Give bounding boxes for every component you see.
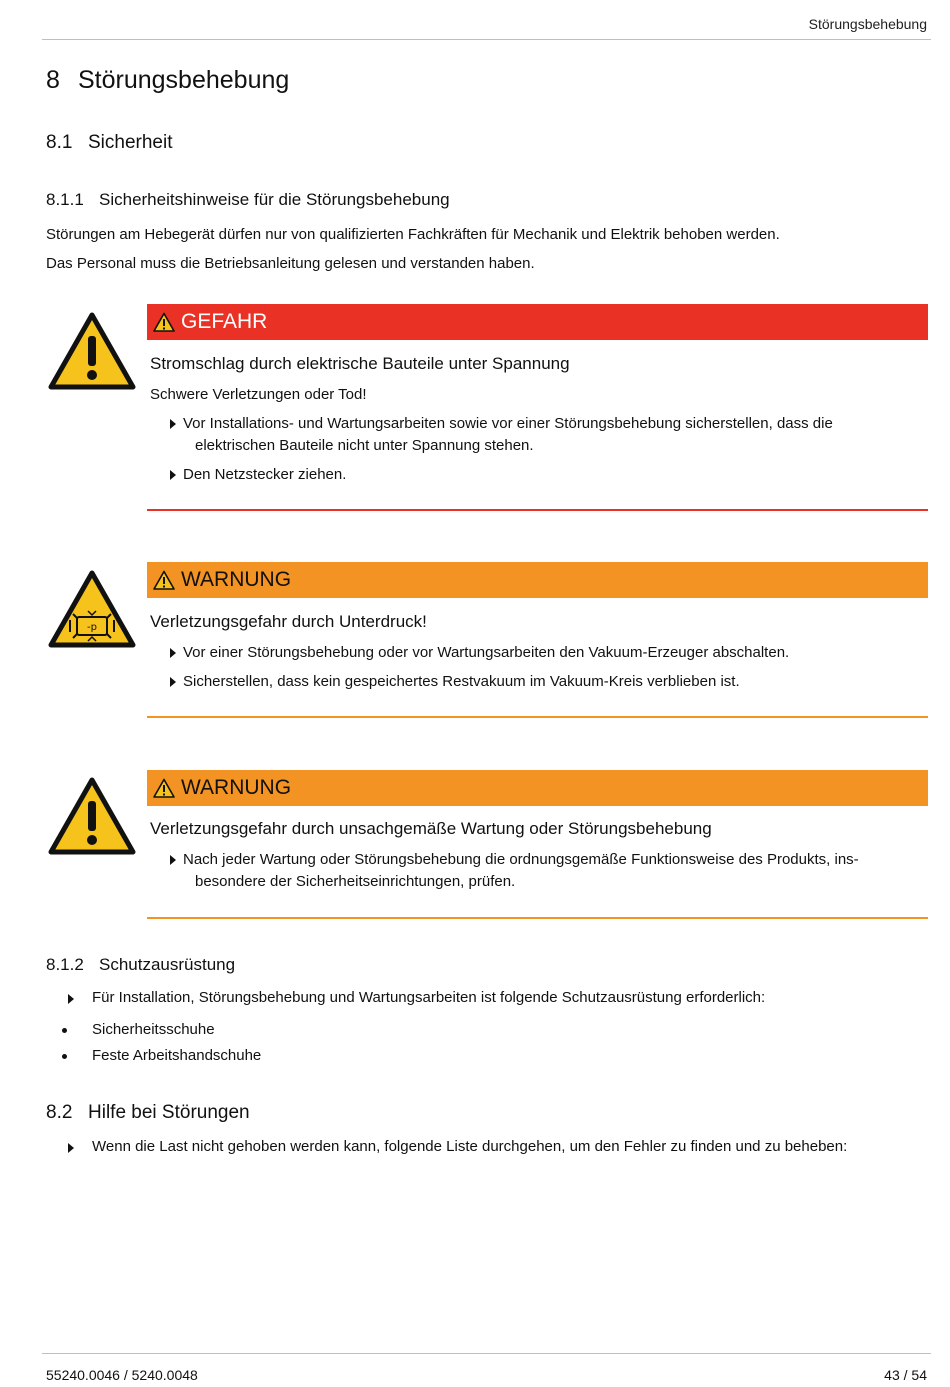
- notice-title: Verletzungsgefahr durch unsachgemäße Wartung oder Störungsbehebung: [150, 819, 712, 838]
- section-number: 8.1.2: [46, 955, 84, 974]
- section-number: 8.1: [46, 132, 73, 153]
- section-number: 8.1.1: [46, 190, 84, 209]
- section-heading-8-1-2: [46, 955, 235, 975]
- notice-title: Verletzungsgefahr durch Unterdruck!: [150, 612, 427, 631]
- warning-triangle-icon: [153, 570, 175, 590]
- warning-notice: [46, 770, 928, 922]
- arrow-right-icon: [68, 994, 74, 1004]
- section-number: 8.2: [46, 1102, 73, 1123]
- notice-instruction: Sicherstellen, dass kein gespeichertes Restvakuum im Vakuum-Kreis verblieben ist.: [170, 671, 910, 693]
- danger-notice: [46, 304, 928, 514]
- instruction-step: Für Installation, Störungsbehebung und Wartungsarbeiten ist folgende Schutzausrüstung erforderlich:: [46, 989, 926, 1006]
- section-heading-8-2: [46, 1102, 250, 1124]
- notice-bottom-rule: [147, 509, 928, 511]
- vacuum-icon-label: -p: [87, 622, 97, 633]
- chapter-heading: [46, 66, 289, 95]
- signal-word: GEFAHR: [181, 310, 268, 333]
- signal-word-bar: [147, 304, 928, 340]
- notice-instruction: Vor Installations- und Wartungsarbeiten sowie vor einer Störungsbehebung sicherstellen, dass die elektrischen Bauteile nicht unter Spannung stehen.: [170, 413, 910, 457]
- arrow-right-icon: [170, 470, 176, 480]
- signal-word-bar: [147, 770, 928, 806]
- chapter-title: Störungsbehebung: [78, 66, 290, 94]
- document-number: 55240.0046 / 5240.0048: [46, 1367, 198, 1383]
- arrow-right-icon: [170, 648, 176, 658]
- section-title: Schutzausrüstung: [99, 955, 236, 974]
- arrow-right-icon: [170, 855, 176, 865]
- paragraph: Das Personal muss die Betriebsanleitung gelesen und verstanden haben.: [46, 255, 535, 272]
- section-heading-8-1-1: [46, 190, 450, 210]
- arrow-right-icon: [68, 1143, 74, 1153]
- instruction-step: Wenn die Last nicht gehoben werden kann, folgende Liste durchgehen, um den Fehler zu finden und zu beheben:: [46, 1138, 926, 1155]
- exclamation-warning-icon: [48, 312, 136, 390]
- section-title: Hilfe bei Störungen: [88, 1102, 250, 1123]
- section-heading-8-1: [46, 132, 173, 154]
- notice-title: Stromschlag durch elektrische Bauteile unter Spannung: [150, 354, 570, 373]
- notice-instruction: Den Netzstecker ziehen.: [170, 464, 910, 486]
- notice-bottom-rule: [147, 917, 928, 919]
- vacuum-warning-icon: [48, 570, 136, 648]
- arrow-right-icon: [170, 677, 176, 687]
- footer-divider: [42, 1353, 931, 1354]
- warning-notice: [46, 562, 928, 722]
- section-title: Sicherheitshinweise für die Störungsbehebung: [99, 190, 450, 209]
- header-divider: [42, 39, 931, 40]
- warning-triangle-icon: [153, 778, 175, 798]
- signal-word-bar: [147, 562, 928, 598]
- notice-consequence: Schwere Verletzungen oder Tod!: [150, 386, 367, 403]
- bullet-icon: [62, 1054, 67, 1059]
- chapter-number: 8: [46, 66, 60, 94]
- arrow-right-icon: [170, 419, 176, 429]
- exclamation-warning-icon: [48, 777, 136, 855]
- notice-instruction: Vor einer Störungsbehebung oder vor Wartungsarbeiten den Vakuum-Erzeuger abschalten.: [170, 642, 910, 664]
- notice-instruction: Nach jeder Wartung oder Störungsbehebung die ordnungsgemäße Funktionsweise des Produkts, ins- besondere der Sicherheitseinrichtungen, prüfen.: [170, 849, 910, 893]
- paragraph: Störungen am Hebegerät dürfen nur von qualifizierten Fachkräften für Mechanik und Elektrik behoben werden.: [46, 226, 780, 243]
- notice-bottom-rule: [147, 716, 928, 718]
- section-title: Sicherheit: [88, 132, 173, 153]
- list-item: Sicherheitsschuhe: [46, 1021, 215, 1038]
- list-item: Feste Arbeitshandschuhe: [46, 1047, 261, 1064]
- running-header: Störungsbehebung: [808, 16, 927, 32]
- bullet-icon: [62, 1028, 67, 1033]
- signal-word: WARNUNG: [181, 568, 292, 591]
- warning-triangle-icon: [153, 312, 175, 332]
- page-number: 43 / 54: [884, 1367, 927, 1383]
- signal-word: WARNUNG: [181, 776, 292, 799]
